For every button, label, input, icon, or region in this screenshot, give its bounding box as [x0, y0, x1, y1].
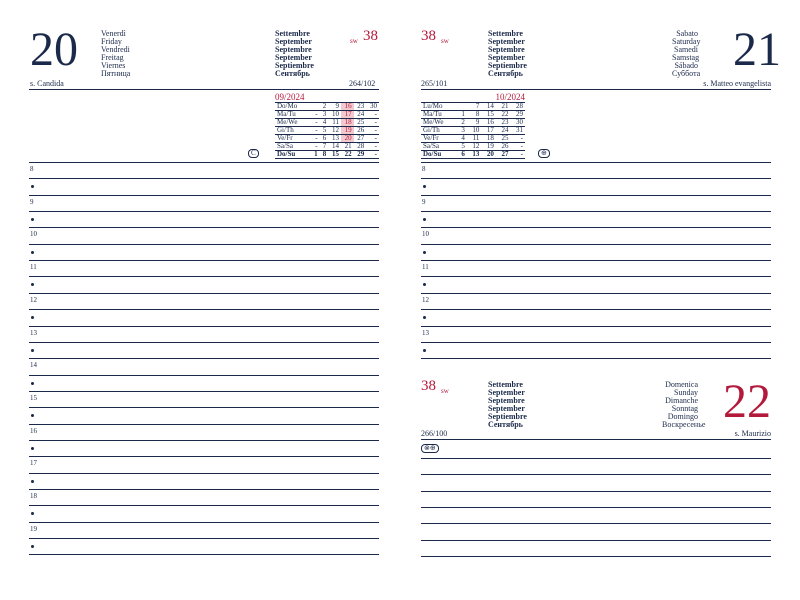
hour-label: 15: [30, 394, 37, 402]
day-name: Domingo: [667, 412, 698, 421]
calendar-day-cell: 17: [341, 111, 354, 119]
day-name: Venerdì: [101, 29, 126, 38]
writing-line: [421, 195, 771, 196]
calendar-weekday-label: Ve/Fr: [275, 135, 311, 143]
calendar-day-cell: 5: [457, 143, 467, 151]
half-hour-dot: [423, 316, 426, 319]
calendar-day-cell: 13: [467, 151, 482, 159]
half-hour-dot: [31, 218, 34, 221]
writing-line: [29, 522, 379, 523]
month-name: Septiembre: [275, 61, 314, 70]
month-name: Settembre: [275, 29, 310, 38]
writing-line: [29, 407, 379, 408]
week-label: sw: [441, 37, 449, 45]
writing-line: [29, 260, 379, 261]
mini-calendar: [421, 103, 525, 159]
writing-line: [421, 244, 771, 245]
day-name: Sunday: [674, 388, 698, 397]
hour-label: 13: [30, 329, 37, 337]
calendar-day-cell: -: [366, 111, 379, 119]
month-name: September: [488, 388, 525, 397]
header-divider: [421, 439, 771, 440]
calendar-day-cell: 4: [320, 119, 329, 127]
month-name: Settembre: [488, 380, 523, 389]
hour-label: 8: [30, 165, 34, 173]
half-hour-dot: [31, 283, 34, 286]
writing-line: [29, 326, 379, 327]
day-name: Freitag: [101, 53, 124, 62]
half-hour-dot: [31, 512, 34, 515]
half-hour-dot: [31, 349, 34, 352]
day-name: Суббота: [672, 69, 701, 78]
calendar-day-cell: 12: [328, 127, 341, 135]
writing-line: [421, 342, 771, 343]
hour-label: 11: [422, 263, 429, 271]
calendar-day-cell: 10: [467, 127, 482, 135]
calendar-day-cell: 2: [457, 119, 467, 127]
week-number: 38: [421, 378, 436, 394]
calendar-weekday-label: Do/Mo: [275, 103, 311, 111]
month-names: [488, 30, 527, 78]
calendar-day-cell: 11: [328, 119, 341, 127]
day-name: Dimanche: [665, 396, 698, 405]
day-names: [101, 30, 130, 78]
calendar-weekday-label: Ma/Tu: [275, 111, 311, 119]
half-hour-dot: [423, 349, 426, 352]
calendar-weekday-label: Sa/Sa: [421, 143, 457, 151]
writing-line: [421, 260, 771, 261]
day-name: Friday: [101, 37, 122, 46]
calendar-day-cell: 16: [481, 119, 496, 127]
day-name: Sábado: [674, 61, 698, 70]
day-number: 22: [723, 375, 771, 428]
header-divider: [29, 89, 379, 90]
calendar-day-cell: -: [510, 135, 525, 143]
day-name: Viernes: [101, 61, 126, 70]
half-hour-dot: [423, 218, 426, 221]
month-name: Septembre: [488, 396, 525, 405]
writing-line: [421, 556, 771, 557]
writing-line: [421, 540, 771, 541]
calendar-weekday-label: Gi/Th: [275, 127, 311, 135]
hour-label: 9: [422, 198, 426, 206]
calendar-day-cell: 13: [328, 135, 341, 143]
writing-line: [29, 554, 379, 555]
calendar-day-cell: 27: [496, 151, 511, 159]
week-label: sw: [441, 387, 449, 395]
calendar-day-cell: 26: [354, 127, 367, 135]
writing-line: [421, 293, 771, 294]
calendar-day-cell: 6: [457, 151, 467, 159]
calendar-day-cell: 29: [510, 111, 525, 119]
calendar-day-cell: -: [311, 135, 320, 143]
writing-line: [421, 276, 771, 277]
mini-calendar-title: 10/2024: [421, 92, 525, 103]
calendar-day-cell: 21: [496, 103, 511, 111]
hour-label: 12: [30, 296, 37, 304]
saint-name: s. Matteo evangelista: [703, 79, 771, 88]
writing-line: [29, 227, 379, 228]
calendar-day-cell: -: [311, 111, 320, 119]
calendar-day-cell: 5: [320, 127, 329, 135]
hour-label: 9: [30, 198, 34, 206]
calendar-day-cell: 9: [467, 119, 482, 127]
month-name: Septembre: [275, 45, 312, 54]
day-count: 265/101: [421, 79, 448, 88]
day-number: 21: [733, 23, 781, 76]
writing-line: [29, 391, 379, 392]
calendar-day-cell: 16: [341, 103, 354, 111]
calendar-day-cell: 20: [481, 151, 496, 159]
moon-phase-icon: ⊗⊕: [421, 444, 439, 453]
calendar-day-cell: 23: [354, 103, 367, 111]
calendar-day-cell: 18: [481, 135, 496, 143]
calendar-day-cell: 17: [481, 127, 496, 135]
calendar-weekday-label: Ve/Fr: [421, 135, 457, 143]
mini-calendar-title: 09/2024: [275, 92, 379, 103]
writing-line: [29, 276, 379, 277]
calendar-day-cell: 15: [481, 111, 496, 119]
calendar-day-cell: 24: [496, 127, 511, 135]
calendar-weekday-label: Me/We: [421, 119, 457, 127]
half-hour-dot: [423, 251, 426, 254]
hour-label: 17: [30, 459, 37, 467]
day-name: Samedi: [674, 45, 698, 54]
month-name: September: [488, 53, 525, 62]
day-name: Воскресенье: [662, 420, 706, 429]
half-hour-dot: [423, 185, 426, 188]
calendar-day-cell: 24: [354, 111, 367, 119]
calendar-day-cell: 30: [510, 119, 525, 127]
calendar-row: [421, 151, 525, 159]
week-number: 38: [363, 28, 378, 44]
writing-line: [29, 309, 379, 310]
day-name: Пятница: [101, 69, 131, 78]
writing-line: [29, 489, 379, 490]
calendar-day-cell: 4: [457, 135, 467, 143]
day-count: 266/100: [421, 429, 448, 438]
writing-line: [421, 178, 771, 179]
calendar-day-cell: 2: [320, 103, 329, 111]
writing-line: [29, 195, 379, 196]
calendar-day-cell: 22: [341, 151, 354, 159]
calendar-weekday-label: Do/Su: [421, 151, 457, 159]
week-label: sw: [350, 37, 358, 45]
half-hour-dot: [31, 447, 34, 450]
half-hour-dot: [31, 545, 34, 548]
day-name: Sabato: [676, 29, 698, 38]
writing-line: [421, 227, 771, 228]
writing-line: [421, 458, 771, 459]
calendar-day-cell: 6: [320, 135, 329, 143]
half-hour-dot: [31, 382, 34, 385]
writing-line: [421, 358, 771, 359]
calendar-day-cell: 12: [467, 143, 482, 151]
writing-line: [29, 505, 379, 506]
mini-calendar: [275, 103, 379, 159]
half-hour-dot: [31, 251, 34, 254]
month-name: September: [275, 37, 312, 46]
calendar-weekday-label: Do/Su: [275, 151, 311, 159]
day-name: Domenica: [665, 380, 698, 389]
day-name: Samstag: [672, 53, 700, 62]
hour-label: 16: [30, 427, 37, 435]
calendar-day-cell: -: [366, 119, 379, 127]
calendar-day-cell: 1: [311, 151, 320, 159]
header-divider: [421, 89, 771, 90]
calendar-weekday-label: Ma/Tu: [421, 111, 457, 119]
writing-line: [29, 162, 379, 163]
calendar-day-cell: 14: [481, 103, 496, 111]
calendar-day-cell: 29: [354, 151, 367, 159]
calendar-day-cell: 25: [354, 119, 367, 127]
month-name: Сентябрь: [488, 420, 523, 429]
calendar-day-cell: 26: [496, 143, 511, 151]
calendar-day-cell: 19: [341, 127, 354, 135]
calendar-day-cell: 21: [341, 143, 354, 151]
day-names: [672, 29, 701, 78]
day-name: Saturday: [672, 37, 701, 46]
writing-line: [29, 424, 379, 425]
half-hour-dot: [31, 480, 34, 483]
calendar-day-cell: 30: [366, 103, 379, 111]
calendar-day-cell: 22: [496, 111, 511, 119]
half-hour-dot: [423, 283, 426, 286]
hour-label: 12: [422, 296, 429, 304]
month-name: September: [488, 37, 525, 46]
calendar-day-cell: 28: [354, 143, 367, 151]
hour-label: 18: [30, 492, 37, 500]
writing-line: [421, 523, 771, 524]
day-count: 264/102: [349, 79, 376, 88]
calendar-day-cell: -: [510, 143, 525, 151]
month-names: [275, 30, 314, 78]
day-name: Vendredi: [101, 45, 130, 54]
month-name: September: [275, 53, 312, 62]
writing-line: [29, 244, 379, 245]
writing-line: [29, 342, 379, 343]
writing-line: [29, 538, 379, 539]
writing-line: [29, 440, 379, 441]
calendar-day-cell: -: [311, 119, 320, 127]
writing-line: [29, 358, 379, 359]
calendar-day-cell: 20: [341, 135, 354, 143]
calendar-weekday-label: Me/We: [275, 119, 311, 127]
calendar-day-cell: 8: [467, 111, 482, 119]
hour-label: 14: [30, 361, 37, 369]
month-name: Settembre: [488, 29, 523, 38]
half-hour-dot: [31, 185, 34, 188]
calendar-day-cell: 28: [510, 103, 525, 111]
week-number: 38: [421, 28, 436, 44]
calendar-day-cell: -: [366, 135, 379, 143]
day-name: Sonntag: [671, 404, 698, 413]
month-name: Septembre: [488, 45, 525, 54]
half-hour-dot: [31, 414, 34, 417]
writing-line: [29, 293, 379, 294]
writing-line: [421, 507, 771, 508]
writing-line: [421, 474, 771, 475]
calendar-day-cell: 14: [328, 143, 341, 151]
calendar-day-cell: 23: [496, 119, 511, 127]
moon-phase-icon: ⊕: [538, 149, 550, 158]
writing-line: [29, 473, 379, 474]
month-name: Septiembre: [488, 412, 527, 421]
calendar-day-cell: 1: [457, 111, 467, 119]
calendar-day-cell: -: [366, 143, 379, 151]
calendar-day-cell: 3: [320, 111, 329, 119]
calendar-day-cell: -: [510, 151, 525, 159]
calendar-day-cell: -: [366, 127, 379, 135]
calendar-day-cell: 9: [328, 103, 341, 111]
writing-line: [421, 326, 771, 327]
calendar-day-cell: 3: [457, 127, 467, 135]
calendar-row: [275, 151, 379, 159]
day-names: [662, 380, 706, 429]
calendar-day-cell: 11: [467, 135, 482, 143]
hour-label: 19: [30, 525, 37, 533]
hour-label: 10: [422, 230, 429, 238]
calendar-day-cell: 25: [496, 135, 511, 143]
writing-line: [29, 456, 379, 457]
calendar-weekday-label: Gi/Th: [421, 127, 457, 135]
calendar-day-cell: 31: [510, 127, 525, 135]
calendar-day-cell: 19: [481, 143, 496, 151]
hour-label: 13: [422, 329, 429, 337]
writing-line: [421, 309, 771, 310]
writing-line: [421, 211, 771, 212]
writing-line: [421, 162, 771, 163]
calendar-day-cell: 18: [341, 119, 354, 127]
half-hour-dot: [31, 316, 34, 319]
writing-line: [29, 375, 379, 376]
month-name: Сентябрь: [275, 69, 310, 78]
saint-name: s. Maurizio: [734, 429, 771, 438]
hour-label: 8: [422, 165, 426, 173]
calendar-day-cell: -: [311, 127, 320, 135]
hour-label: 10: [30, 230, 37, 238]
calendar-day-cell: 7: [320, 143, 329, 151]
calendar-day-cell: 27: [354, 135, 367, 143]
hour-label: 11: [30, 263, 37, 271]
writing-line: [421, 491, 771, 492]
month-names: [488, 381, 527, 429]
calendar-day-cell: -: [366, 151, 379, 159]
calendar-day-cell: 10: [328, 111, 341, 119]
writing-line: [29, 211, 379, 212]
saint-name: s. Candida: [30, 79, 64, 88]
writing-line: [29, 178, 379, 179]
month-name: September: [488, 404, 525, 413]
calendar-day-cell: 7: [467, 103, 482, 111]
day-number: 20: [30, 23, 78, 76]
month-name: Septiembre: [488, 61, 527, 70]
calendar-weekday-label: Lu/Mo: [421, 103, 457, 111]
calendar-day-cell: 15: [328, 151, 341, 159]
moon-phase-icon: C: [248, 149, 259, 158]
month-name: Сентябрь: [488, 69, 523, 78]
calendar-day-cell: -: [311, 143, 320, 151]
calendar-day-cell: 8: [320, 151, 329, 159]
calendar-weekday-label: Sa/Sa: [275, 143, 311, 151]
right-page: [400, 0, 800, 600]
